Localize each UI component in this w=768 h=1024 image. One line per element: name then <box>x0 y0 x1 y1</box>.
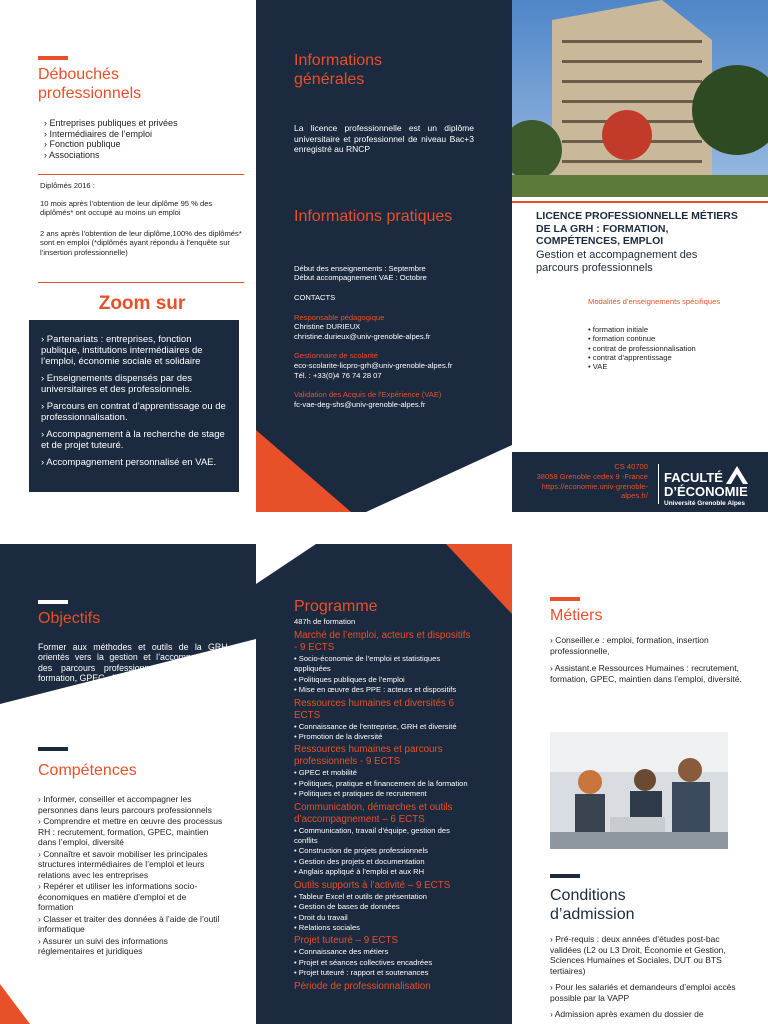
licence-title: LICENCE PROFESSIONNELLE MÉTIERS DE LA GRH : FORMATION, COMPÉTENCES, EMPLOI <box>536 210 738 247</box>
block-item: • Anglais appliqué à l’emploi et aux RH <box>294 867 425 877</box>
list-item: › Repérer et utiliser les informations socio-économiques en matière d’emploi et de formation <box>38 881 198 912</box>
modalites-list <box>588 325 758 371</box>
zoom-item: › Partenariats : entreprises, fonction publique, institutions intermédiaires de l’emploi, économie sociale et solidaire <box>41 334 203 367</box>
debouches-list <box>44 118 234 160</box>
divider <box>38 174 244 175</box>
list-item: › Assistant.e Ressources Humaines : recrutement, formation, GPEC, maintien dans l’emploi, diversité. <box>550 663 742 684</box>
block-item: • Connaissance de l’entreprise, GRH et diversité <box>294 721 457 731</box>
programme-title: Programme <box>294 598 378 615</box>
block-item: • Socio-économie de l’emploi et statistiques appliquées <box>294 654 441 674</box>
debut-vae: Début accompagnement VAE : Octobre <box>294 273 427 282</box>
orange-triangle <box>446 544 512 614</box>
accent-bar <box>38 56 68 60</box>
panel-programme <box>256 544 512 1024</box>
panel-debouches <box>0 0 256 512</box>
building-photo <box>512 0 768 197</box>
block-item: • Construction de projets professionnels <box>294 846 428 856</box>
gest-tel: Tél. : +33(0)4 76 74 28 07 <box>294 371 382 380</box>
logo-line3: Université Grenoble Alpes <box>664 500 746 507</box>
block-title: Ressources humaines et parcours professionnels - 9 ECTS <box>294 744 443 768</box>
programme-block <box>294 935 474 978</box>
modalites-title: Modalités d’enseignements spécifiques <box>588 297 721 306</box>
panel-objectifs <box>0 544 256 1024</box>
list-item: › Assurer un suivi des informations réglementaires et juridiques <box>38 935 168 956</box>
info-pratiques-title: Informations pratiques <box>294 208 453 225</box>
accent-bar <box>550 874 580 878</box>
programme-block <box>294 981 474 993</box>
list-item: • formation initiale <box>588 325 649 334</box>
list-item: › Connaître et savoir mobiliser les principales structures intermédiaires de l’emploi et leurs relations avec les entreprises <box>38 848 208 880</box>
resp-name: Christine DURIEUX <box>294 322 361 331</box>
list-item: › Fonction publique <box>44 139 121 149</box>
objectifs-title: Objectifs <box>38 610 101 627</box>
logo-divider <box>658 464 659 504</box>
panel-cover <box>512 0 768 512</box>
accent-bar <box>294 590 324 594</box>
programme-hours: 487h de formation <box>294 617 356 626</box>
metiers-title: Métiers <box>550 607 603 624</box>
list-item: › Comprendre et mettre en œuvre des processus RH : recrutement, formation, GPEC, maintien dans l’emploi, diversité <box>38 816 223 847</box>
white-triangle <box>366 445 512 512</box>
conditions-title: Conditions d’admission <box>550 887 635 923</box>
team-photo <box>550 732 728 849</box>
block-title: Période de professionnalisation <box>294 980 431 992</box>
block-title: Projet tuteuré – 9 ECTS <box>294 935 399 947</box>
accent-bar <box>38 747 68 751</box>
zoom-item: › Accompagnement à la recherche de stage et de projet tuteuré. <box>41 429 225 451</box>
faculty-logo-icon <box>726 466 748 484</box>
stat-10-mois: 10 mois après l’obtention de leur diplôme 95 % des diplômés* ont occupé au moins un emploi <box>40 199 213 218</box>
gest-label: Gestionnaire de scolarité <box>294 351 378 360</box>
block-title: Marché de l’emploi, acteurs et dispositifs - 9 ECTS <box>294 630 471 653</box>
block-item: • GPEC et mobilité <box>294 768 358 778</box>
zoom-title: Zoom sur <box>98 293 186 314</box>
list-item: › Informer, conseiller et accompagner les personnes dans leurs parcours professionnels <box>38 794 212 815</box>
programme-block <box>294 630 474 696</box>
competences-title: Compétences <box>38 762 137 779</box>
gest-email[interactable]: eco-scolarite-licpro-grh@univ-grenoble-alpes.fr <box>294 361 453 370</box>
block-item: • Droit du travail <box>294 912 348 922</box>
programme-block <box>294 698 474 743</box>
zoom-item: › Enseignements dispensés par des universitaires et des professionnels. <box>41 373 193 395</box>
block-title: Ressources humaines et diversités 6 ECTS <box>294 697 455 721</box>
block-title: Communication, démarches et outils d’accompagnement – 6 ECTS <box>294 801 453 825</box>
logo-line2: D’ÉCONOMIE <box>664 484 748 499</box>
zoom-item: › Accompagnement personnalisé en VAE. <box>41 457 217 468</box>
block-item: • Tableur Excel et outils de présentation <box>294 891 427 901</box>
list-item: • VAE <box>588 362 608 372</box>
orange-triangle <box>0 984 30 1024</box>
programme-block <box>294 880 474 934</box>
vae-label: Validation des Acquis de l’Expérience (VAE) <box>294 390 442 399</box>
diplomes-label: Diplômés 2016 : <box>40 181 95 190</box>
accent-bar <box>294 40 324 44</box>
debut-enseignements: Début des enseignements : Septembre <box>294 264 426 273</box>
list-item: › Classer et traiter des données à l’aide de l’outil informatique <box>38 913 220 934</box>
logo-line1: FACULTÉ <box>664 470 723 485</box>
address-line2: 38058 Grenoble cedex 9 -France <box>536 472 648 481</box>
divider <box>38 282 244 283</box>
licence-subtitle: Gestion et accompagnement des parcours professionnels <box>536 249 698 274</box>
contacts-label: CONTACTS <box>294 293 336 302</box>
debouches-title: Débouchés professionnels <box>38 66 142 102</box>
list-item: › Entreprises publiques et privées <box>44 118 178 128</box>
block-item: • Gestion de bases de données <box>294 902 400 912</box>
address-website[interactable]: https://economie.univ-grenoble-alpes.fr/ <box>541 482 648 501</box>
block-item: • Relations sociales <box>294 922 360 932</box>
resp-email[interactable]: christine.durieux@univ-grenoble-alpes.fr <box>294 332 431 341</box>
accent-bar <box>38 600 68 604</box>
list-item: › Pré-requis : deux années d’études post-bac validées (L2 ou L3 Droit, Économie et Gestion, Sciences Humaines et Sociales, DUT ou BTS tertiaires) <box>550 934 726 976</box>
block-item: • Gestion des projets et documentation <box>294 856 425 866</box>
list-item: › Intermédiaires de l’emploi <box>44 128 153 139</box>
address-line1: CS 40700 <box>614 462 648 471</box>
list-item: › Associations <box>44 149 100 160</box>
block-title: Outils supports à l’activité – 9 ECTS <box>294 879 451 891</box>
block-item: • Politiques, pratique et financement de la formation <box>294 778 468 788</box>
block-item: • Projet tuteuré : rapport et soutenances <box>294 968 429 978</box>
block-item: • Communication, travail d’équipe, gestion des conflits <box>294 825 450 846</box>
orange-corner-decoration <box>0 984 30 1024</box>
competences-list <box>38 794 224 957</box>
programme-block <box>294 802 474 878</box>
vae-email[interactable]: fc-vae-deg-shs@univ-grenoble-alpes.fr <box>294 400 426 409</box>
block-item: • Politiques publiques de l’emploi <box>294 674 405 684</box>
list-item: › Pour les salariés et demandeurs d’emploi accès possible par la VAPP <box>550 982 736 1003</box>
zoom-box <box>29 320 239 492</box>
programme-block <box>294 744 474 799</box>
block-item: • Projet et séances collectives encadrées <box>294 957 433 967</box>
list-item: › Admission après examen du dossier de <box>550 1009 704 1019</box>
panel-informations <box>256 0 512 512</box>
list-item: › Conseiller.e : emploi, formation, insertion professionnelle, <box>550 635 709 656</box>
accent-bar <box>550 597 580 601</box>
cover-divider <box>512 201 768 203</box>
orange-triangle <box>256 430 351 512</box>
block-item: • Promotion de la diversité <box>294 732 383 742</box>
info-generales-title: Informations générales <box>294 52 383 88</box>
metiers-list <box>550 635 746 684</box>
stat-2-ans: 2 ans après l’obtention de leur diplôme,100% des diplômés* sont en emploi (*diplômés ayant répondu à l’enquête sur l’insertion professionnelle) <box>40 229 242 257</box>
list-item: • formation continue <box>588 334 656 344</box>
zoom-item: › Parcours en contrat d’apprentissage ou de professionnalisation. <box>41 401 226 423</box>
list-item: • contrat d’apprentissage <box>588 352 672 362</box>
white-triangle <box>256 544 316 584</box>
list-item: • contrat de professionnalisation <box>588 343 696 353</box>
block-item: • Mise en œuvre des PPE : acteurs et dispositifs <box>294 685 457 695</box>
conditions-list <box>550 934 746 1020</box>
panel-metiers <box>512 544 768 1024</box>
block-item: • Connaissance des métiers <box>294 947 389 957</box>
resp-label: Responsable pédagogique <box>294 313 385 322</box>
programme-blocks <box>294 628 474 993</box>
objectifs-text: Former aux méthodes et outils de la GRH, orientés vers la gestion et l’accompagnement des parcours professionnels : recrutement, formation, GPEC, diversité, insertion... <box>38 642 230 684</box>
block-item: • Politiques et pratiques de recrutement <box>294 789 427 799</box>
info-generales-text: La licence professionnelle est un diplôme universitaire et professionnel de niveau Bac+3 enregistré au RNCP <box>294 123 474 154</box>
